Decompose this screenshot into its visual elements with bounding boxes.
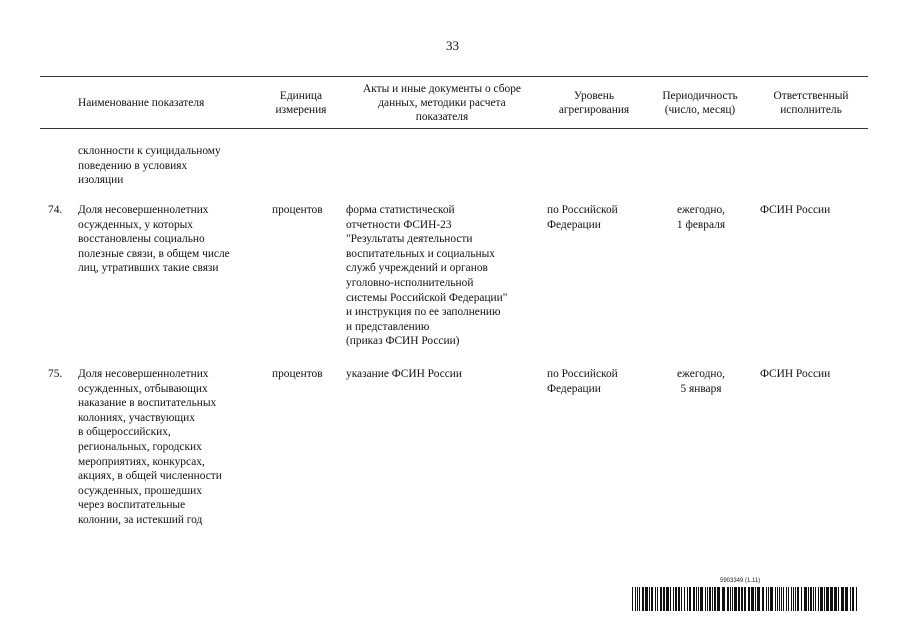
barcode-bar [751,587,754,611]
text-line: Акты и иные документы о сборе [362,83,521,95]
barcode-bar [717,587,720,611]
barcode-bar [687,587,688,611]
text-line: осужденных, прошедших [78,484,202,497]
barcode-bar [777,587,778,611]
text-line: региональных, городских [78,440,202,453]
text-line: мероприятиях, конкурсах, [78,455,205,468]
barcode-bar [705,587,706,611]
barcode-bar [632,587,633,611]
text-line: по Российской [547,368,618,380]
row-75-level [547,367,618,396]
row-74-number: 74. [48,204,63,216]
barcode-bar [649,587,650,611]
text-line: и представлению [346,320,430,333]
barcode-text: 5903349 (1.11) [720,578,761,584]
text-line: показателя [415,111,469,123]
text-line: воспитательных и социальных [346,247,495,260]
text-line: Доля несовершеннолетних [78,368,209,380]
page-number: 33 [446,38,459,53]
text-line: (число, месяц) [664,104,736,116]
barcode-bar [779,587,780,611]
text-line: и инструкция по ее заполнению [346,306,501,319]
barcode-bar [660,587,662,611]
barcode-bar [820,587,823,611]
barcode-bar [766,587,767,611]
row-74-responsible: ФСИН России [760,204,831,216]
header-resp-text [773,89,848,117]
barcode-bar [645,587,648,611]
barcode-bar [663,587,665,611]
barcode-bar [815,587,816,611]
row-74-acts [346,203,507,349]
text-line: 5 января [680,382,722,395]
continuation-name [78,144,221,188]
text-line: полезные связи, в общем числе [78,247,230,260]
barcode-bar [700,587,703,611]
text-line: измерения [275,104,327,116]
row-75-number: 75. [48,368,63,380]
text-line: агрегирования [558,104,630,116]
text-line: Федерации [547,218,601,231]
barcode-bar [768,587,769,611]
text-line: осужденных, отбывающих [78,382,208,395]
row-75-unit: процентов [272,368,323,380]
header-acts-text [363,82,521,124]
barcode-bar [755,587,756,611]
text-line: 1 февраля [676,218,726,231]
text-line: восстановлены социально [78,233,205,246]
row-74-unit: процентов [272,204,323,216]
text-line: наказание в воспитательных [78,397,217,410]
barcode-bar [797,587,799,611]
table-header-rule [40,128,868,129]
text-line: изоляции [78,174,124,187]
barcode-bar [770,587,773,611]
barcode-bar [786,587,787,611]
text-line: по Российской [547,204,618,216]
row-75-name [78,367,222,528]
header-unit-text [276,89,327,117]
barcode-bar [838,587,839,611]
barcode-bar [673,587,674,611]
row-74-level [547,203,618,232]
barcode-bar [637,587,638,611]
barcode-bar [670,587,671,611]
barcode-bar [793,587,794,611]
text-line: склонности к суицидальному [78,145,221,157]
table-top-rule [40,76,868,77]
text-line: осужденных, у которых [78,218,193,231]
barcode-bar [738,587,740,611]
barcode-bar [781,587,782,611]
text-line: указание ФСИН России [346,368,462,380]
barcode-bar [655,587,656,611]
text-line: Уровень [573,90,615,102]
barcode-bar [818,587,819,611]
barcode-bar [804,587,807,611]
row-75-period [656,367,746,396]
text-line: Единица [279,90,323,102]
text-line: (приказ ФСИН России) [346,335,460,348]
header-level [544,80,644,126]
text-line: системы Российской Федерации" [346,291,508,304]
text-line: лиц, утративших такие связи [78,262,219,275]
barcode-bar [788,587,789,611]
barcode-bar [850,587,851,611]
barcode-image [632,587,858,611]
barcode-bar [709,587,711,611]
header-period [648,80,752,126]
row-74-period [656,203,746,232]
text-line: через воспитательные [78,499,186,512]
text-line: Наименование показателя [78,97,205,109]
barcode-bar [698,587,699,611]
barcode-bar [801,587,802,611]
text-line: уголовно-исполнительной [346,276,474,289]
barcode-bar [635,587,636,611]
header-level-text [559,89,629,117]
barcode-bar [744,587,746,611]
text-line: Федерации [547,382,601,395]
barcode-bar [727,587,729,611]
header-acts [344,80,540,126]
barcode-bar [707,587,708,611]
text-line: служб учреждений и органов [346,262,488,275]
header-name-text [78,96,204,110]
barcode-bar [651,587,653,611]
barcode-bar [824,587,825,611]
barcode-bar [852,587,854,611]
text-line: Ответственный [773,90,849,102]
barcode-bar [734,587,737,611]
text-line: Доля несовершеннолетних [78,204,209,216]
barcode-bar [689,587,691,611]
barcode-bar [813,587,814,611]
barcode-bar [675,587,677,611]
text-line: в общероссийских, [78,426,171,439]
barcode-bar [696,587,697,611]
barcode-bar [826,587,829,611]
row-75-acts [346,367,462,382]
barcode-bar [783,587,784,611]
barcode-bar [795,587,796,611]
text-line: ежегодно, [676,368,726,380]
barcode-bar [639,587,640,611]
barcode-bar [681,587,682,611]
barcode-bar [657,587,658,611]
barcode-bar [757,587,760,611]
barcode-bar [732,587,733,611]
header-unit [262,80,340,126]
text-line: поведению в условиях [78,159,188,172]
text-line: отчетности ФСИН-23 [346,218,452,231]
barcode-bar [714,587,716,611]
barcode-bar [834,587,837,611]
barcode-bar [808,587,809,611]
text-line: Периодичность [662,90,738,102]
barcode-bar [730,587,731,611]
text-line: форма статистической [346,204,455,216]
barcode-bar [748,587,750,611]
barcode-bar [642,587,644,611]
barcode-bar [741,587,743,611]
barcode-bar [841,587,844,611]
barcode-bar [856,587,857,611]
text-line: исполнитель [780,104,842,116]
barcode-bar [775,587,776,611]
row-75-responsible: ФСИН России [760,368,831,380]
barcode-bar [830,587,833,611]
text-line: "Результаты деятельности [346,233,473,246]
text-line: данных, методики расчета [378,97,506,109]
header-responsible [756,80,866,126]
row-74-name [78,203,230,276]
barcode-bar [712,587,713,611]
header-period-text [662,89,737,117]
barcode-bar [693,587,695,611]
header-name [78,80,258,126]
barcode-bar [684,587,685,611]
text-line: колонии, за истекший год [78,513,203,526]
barcode-bar [762,587,764,611]
text-line: колониях, участвующих [78,411,195,424]
barcode-bar [845,587,848,611]
barcode-bar [678,587,680,611]
barcode-bar [666,587,669,611]
barcode-bar [791,587,792,611]
barcode-bar [722,587,725,611]
barcode-bar [810,587,812,611]
text-line: ежегодно, [676,204,726,216]
text-line: акциях, в общей численности [78,470,222,483]
